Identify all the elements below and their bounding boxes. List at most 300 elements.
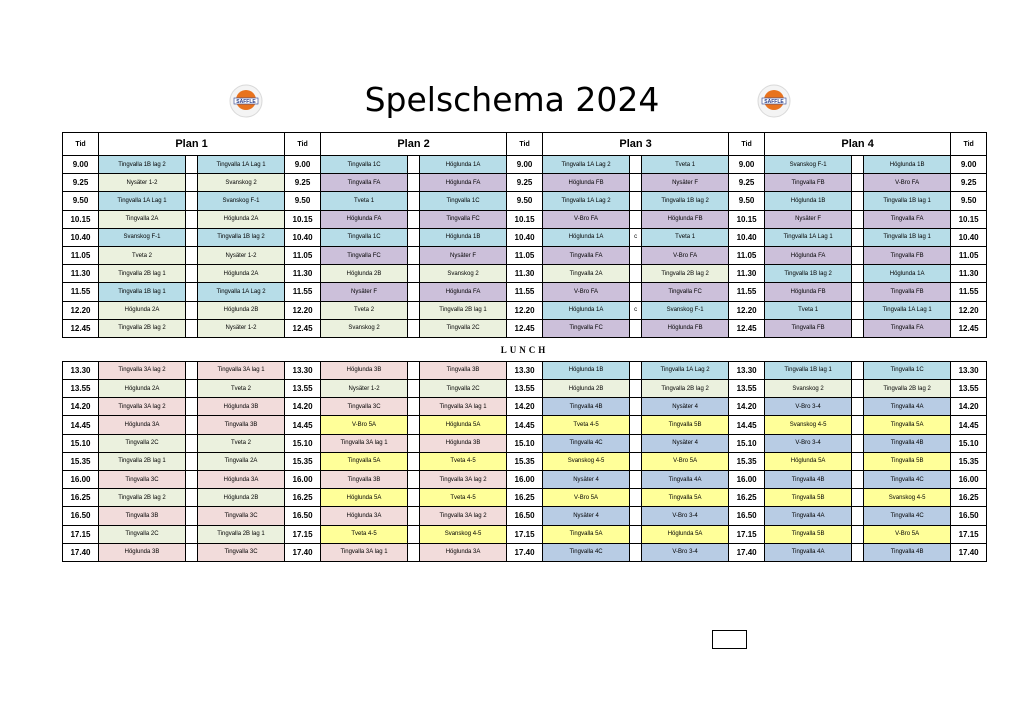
separator-cell <box>408 398 420 416</box>
home-team-cell: Tingvalla FA <box>543 246 630 264</box>
away-team-cell: Tingvalla 2B lag 1 <box>420 301 507 319</box>
away-team-cell: Höglunda 2B <box>198 301 285 319</box>
away-team-cell: Tingvalla 3C <box>198 543 285 561</box>
away-team-cell: Höglunda 3B <box>420 434 507 452</box>
match-row <box>63 543 987 561</box>
separator-cell <box>408 489 420 507</box>
separator-cell <box>630 434 642 452</box>
separator-cell <box>408 301 420 319</box>
away-team-cell: Höglunda 1B <box>420 228 507 246</box>
away-team-cell: Höglunda 5A <box>642 525 729 543</box>
home-team-cell: Tingvalla 4C <box>543 434 630 452</box>
away-team-cell: Höglunda 3B <box>198 398 285 416</box>
home-team-cell: V-Bro 5A <box>543 489 630 507</box>
time-cell: 17.40 <box>507 543 543 561</box>
away-team-cell: Tingvalla 5B <box>642 416 729 434</box>
separator-cell <box>630 507 642 525</box>
away-team-cell: Tingvalla 5A <box>864 416 951 434</box>
time-cell: 14.45 <box>951 416 987 434</box>
home-team-cell: Svanskog 2 <box>321 319 408 337</box>
away-team-cell: Tingvalla 2A <box>198 452 285 470</box>
time-cell: 9.50 <box>507 192 543 210</box>
away-team-cell: V-Bro 5A <box>642 452 729 470</box>
plan-header: Plan 1 <box>99 133 285 156</box>
home-team-cell: Tingvalla 2B lag 2 <box>99 489 186 507</box>
separator-cell <box>852 416 864 434</box>
separator-cell <box>186 301 198 319</box>
time-header: Tid <box>63 133 99 156</box>
separator-cell <box>186 265 198 283</box>
separator-cell <box>408 319 420 337</box>
away-team-cell: Tingvalla FA <box>864 210 951 228</box>
separator-cell <box>630 416 642 434</box>
time-cell: 13.30 <box>507 361 543 379</box>
home-team-cell: Höglunda 1B <box>543 361 630 379</box>
time-cell: 16.25 <box>951 489 987 507</box>
home-team-cell: Tingvalla 4C <box>543 543 630 561</box>
home-team-cell: Tingvalla 1A Lag 1 <box>99 192 186 210</box>
time-cell: 9.00 <box>285 156 321 174</box>
home-team-cell: Tingvalla 4A <box>765 543 852 561</box>
separator-cell <box>630 174 642 192</box>
home-team-cell: V-Bro FA <box>543 210 630 228</box>
away-team-cell: Tingvalla 3A lag 2 <box>420 507 507 525</box>
home-team-cell: Tingvalla 3C <box>321 398 408 416</box>
home-team-cell: Tingvalla 3A lag 1 <box>321 434 408 452</box>
time-cell: 17.15 <box>507 525 543 543</box>
home-team-cell: Svanskog 2 <box>765 380 852 398</box>
schedule-table <box>62 132 987 562</box>
away-team-cell: Höglunda 2B <box>198 489 285 507</box>
separator-cell <box>852 319 864 337</box>
away-team-cell: Nysäter F <box>642 174 729 192</box>
home-team-cell: Nysäter 1-2 <box>99 174 186 192</box>
home-team-cell: Höglunda 1A <box>543 301 630 319</box>
home-team-cell: Tveta 2 <box>321 301 408 319</box>
away-team-cell: Tveta 2 <box>198 434 285 452</box>
time-cell: 11.30 <box>285 265 321 283</box>
time-cell: 13.55 <box>63 380 99 398</box>
time-cell: 10.15 <box>63 210 99 228</box>
home-team-cell: Nysäter F <box>765 210 852 228</box>
home-team-cell: Tingvalla 1B lag 2 <box>99 156 186 174</box>
time-cell: 14.20 <box>507 398 543 416</box>
home-team-cell: Tingvalla 1B lag 2 <box>765 265 852 283</box>
home-team-cell: Höglunda 5A <box>765 452 852 470</box>
separator-cell <box>186 156 198 174</box>
time-cell: 11.05 <box>951 246 987 264</box>
home-team-cell: Höglunda 2A <box>99 380 186 398</box>
time-cell: 11.05 <box>285 246 321 264</box>
home-team-cell: Tingvalla 3B <box>321 471 408 489</box>
away-team-cell: Tingvalla 1B lag 1 <box>864 228 951 246</box>
away-team-cell: V-Bro FA <box>864 174 951 192</box>
time-cell: 13.55 <box>507 380 543 398</box>
match-row <box>63 228 987 246</box>
time-cell: 9.00 <box>729 156 765 174</box>
separator-cell <box>852 246 864 264</box>
away-team-cell: Tveta 2 <box>198 380 285 398</box>
away-team-cell: Tingvalla FC <box>420 210 507 228</box>
home-team-cell: Höglunda FA <box>765 246 852 264</box>
time-cell: 15.35 <box>507 452 543 470</box>
time-cell: 15.35 <box>63 452 99 470</box>
away-team-cell: Tingvalla 3B <box>420 361 507 379</box>
lunch-label: LUNCH <box>500 344 549 355</box>
separator-cell <box>852 434 864 452</box>
time-cell: 14.20 <box>729 398 765 416</box>
away-team-cell: Tingvalla 1B lag 2 <box>198 228 285 246</box>
time-cell: 10.15 <box>285 210 321 228</box>
home-team-cell: Höglunda FB <box>765 283 852 301</box>
home-team-cell: Höglunda 1B <box>765 192 852 210</box>
time-cell: 11.55 <box>63 283 99 301</box>
time-cell: 16.50 <box>285 507 321 525</box>
away-team-cell: Tingvalla 1B lag 1 <box>864 192 951 210</box>
time-cell: 14.20 <box>63 398 99 416</box>
away-team-cell: Höglunda 2A <box>198 210 285 228</box>
away-team-cell: Tingvalla FA <box>864 319 951 337</box>
away-team-cell: Tingvalla 4B <box>864 434 951 452</box>
away-team-cell: Tingvalla FB <box>864 246 951 264</box>
time-cell: 10.40 <box>507 228 543 246</box>
away-team-cell: Tingvalla 1C <box>864 361 951 379</box>
home-team-cell: Nysäter 1-2 <box>321 380 408 398</box>
time-cell: 10.40 <box>951 228 987 246</box>
home-team-cell: Höglunda 2B <box>543 380 630 398</box>
time-cell: 9.00 <box>507 156 543 174</box>
separator-cell <box>630 489 642 507</box>
time-cell: 15.10 <box>63 434 99 452</box>
separator-cell <box>630 452 642 470</box>
separator-cell <box>630 210 642 228</box>
home-team-cell: Tveta 4-5 <box>321 525 408 543</box>
separator-cell <box>630 246 642 264</box>
morning-schedule <box>63 156 987 338</box>
home-team-cell: Tveta 2 <box>99 246 186 264</box>
time-cell: 10.40 <box>63 228 99 246</box>
away-team-cell: Nysäter 4 <box>642 434 729 452</box>
home-team-cell: Tingvalla 1A Lag 2 <box>543 192 630 210</box>
match-row <box>63 416 987 434</box>
time-cell: 12.20 <box>507 301 543 319</box>
time-cell: 12.45 <box>507 319 543 337</box>
time-header: Tid <box>729 133 765 156</box>
time-cell: 16.25 <box>63 489 99 507</box>
time-cell: 10.40 <box>729 228 765 246</box>
home-team-cell: Nysäter F <box>321 283 408 301</box>
time-cell: 11.05 <box>63 246 99 264</box>
time-cell: 17.40 <box>285 543 321 561</box>
time-cell: 13.55 <box>729 380 765 398</box>
time-cell: 17.40 <box>951 543 987 561</box>
time-cell: 15.35 <box>285 452 321 470</box>
home-team-cell: Höglunda 3A <box>99 416 186 434</box>
home-team-cell: Tingvalla 4A <box>765 507 852 525</box>
separator-cell <box>408 452 420 470</box>
away-team-cell: Höglunda 2A <box>198 265 285 283</box>
separator-cell <box>630 525 642 543</box>
separator-cell <box>186 210 198 228</box>
away-team-cell: Höglunda 1A <box>420 156 507 174</box>
time-header: Tid <box>507 133 543 156</box>
time-cell: 14.45 <box>63 416 99 434</box>
match-row <box>63 283 987 301</box>
home-team-cell: Höglunda 3B <box>99 543 186 561</box>
plan-header: Plan 3 <box>543 133 729 156</box>
separator-cell <box>852 265 864 283</box>
time-cell: 10.40 <box>285 228 321 246</box>
home-team-cell: Tveta 1 <box>321 192 408 210</box>
separator-cell <box>408 228 420 246</box>
time-cell: 12.45 <box>729 319 765 337</box>
separator-cell <box>852 301 864 319</box>
away-team-cell: Höglunda FA <box>420 283 507 301</box>
time-cell: 10.15 <box>729 210 765 228</box>
home-team-cell: Tingvalla 2B lag 2 <box>99 319 186 337</box>
away-team-cell: Tingvalla 1A Lag 1 <box>864 301 951 319</box>
away-team-cell: Tveta 4-5 <box>420 489 507 507</box>
separator-cell <box>630 361 642 379</box>
home-team-cell: Tingvalla 1B lag 1 <box>99 283 186 301</box>
time-cell: 13.30 <box>729 361 765 379</box>
separator-cell <box>186 319 198 337</box>
separator-cell <box>852 489 864 507</box>
time-cell: 13.30 <box>285 361 321 379</box>
home-team-cell: Höglunda 5A <box>321 489 408 507</box>
time-cell: 17.15 <box>951 525 987 543</box>
separator-cell <box>186 380 198 398</box>
time-cell: 10.15 <box>507 210 543 228</box>
separator-cell <box>186 246 198 264</box>
away-team-cell: Tingvalla 2C <box>420 319 507 337</box>
away-team-cell: Svanskog F-1 <box>642 301 729 319</box>
match-row <box>63 319 987 337</box>
match-row <box>63 174 987 192</box>
match-row <box>63 434 987 452</box>
away-team-cell: Tingvalla 3A lag 1 <box>420 398 507 416</box>
separator-cell <box>186 525 198 543</box>
separator-cell <box>852 174 864 192</box>
separator-cell <box>630 283 642 301</box>
away-team-cell: V-Bro 3-4 <box>642 543 729 561</box>
time-cell: 16.25 <box>285 489 321 507</box>
separator-cell: c <box>630 301 642 319</box>
time-cell: 11.30 <box>63 265 99 283</box>
home-team-cell: V-Bro 5A <box>321 416 408 434</box>
home-team-cell: Tingvalla 2A <box>99 210 186 228</box>
match-row <box>63 507 987 525</box>
away-team-cell: V-Bro 5A <box>864 525 951 543</box>
separator-cell <box>186 283 198 301</box>
separator-cell <box>186 192 198 210</box>
away-team-cell: V-Bro FA <box>642 246 729 264</box>
separator-cell <box>186 416 198 434</box>
time-cell: 13.55 <box>951 380 987 398</box>
home-team-cell: Tingvalla FC <box>321 246 408 264</box>
away-team-cell: Svanskog F-1 <box>198 192 285 210</box>
home-team-cell: Tingvalla 1C <box>321 228 408 246</box>
separator-cell <box>408 434 420 452</box>
time-cell: 12.20 <box>285 301 321 319</box>
home-team-cell: Tingvalla FA <box>321 174 408 192</box>
time-cell: 16.00 <box>951 471 987 489</box>
home-team-cell: Tingvalla 3A lag 1 <box>321 543 408 561</box>
time-cell: 14.45 <box>729 416 765 434</box>
away-team-cell: Tingvalla 2B lag 2 <box>864 380 951 398</box>
home-team-cell: Tingvalla 2A <box>543 265 630 283</box>
away-team-cell: Höglunda 3A <box>420 543 507 561</box>
time-cell: 16.50 <box>507 507 543 525</box>
away-team-cell: Tingvalla 5B <box>864 452 951 470</box>
separator-cell <box>186 398 198 416</box>
time-cell: 13.30 <box>951 361 987 379</box>
home-team-cell: Tingvalla 5A <box>543 525 630 543</box>
lunch-section <box>63 337 987 361</box>
time-cell: 17.15 <box>63 525 99 543</box>
time-cell: 11.30 <box>729 265 765 283</box>
home-team-cell: Tingvalla 4B <box>543 398 630 416</box>
home-team-cell: Tingvalla 2B lag 1 <box>99 265 186 283</box>
home-team-cell: Tingvalla 2B lag 1 <box>99 452 186 470</box>
separator-cell <box>852 156 864 174</box>
match-row <box>63 525 987 543</box>
match-row <box>63 246 987 264</box>
away-team-cell: Tingvalla 3B <box>198 416 285 434</box>
separator-cell <box>408 265 420 283</box>
away-team-cell: Tingvalla 4A <box>864 398 951 416</box>
away-team-cell: Höglunda FB <box>642 319 729 337</box>
separator-cell <box>186 452 198 470</box>
away-team-cell: Tingvalla 4A <box>642 471 729 489</box>
away-team-cell: Tingvalla 3C <box>198 507 285 525</box>
home-team-cell: Höglunda 3B <box>321 361 408 379</box>
time-cell: 17.15 <box>285 525 321 543</box>
separator-cell <box>852 525 864 543</box>
time-cell: 12.45 <box>951 319 987 337</box>
away-team-cell: Höglunda FB <box>642 210 729 228</box>
separator-cell <box>630 543 642 561</box>
separator-cell <box>186 489 198 507</box>
time-cell: 11.55 <box>951 283 987 301</box>
time-cell: 15.10 <box>729 434 765 452</box>
away-team-cell: Svanskog 4-5 <box>864 489 951 507</box>
separator-cell <box>630 265 642 283</box>
home-team-cell: Höglunda 1A <box>543 228 630 246</box>
plan-header: Plan 4 <box>765 133 951 156</box>
time-cell: 10.15 <box>951 210 987 228</box>
home-team-cell: Höglunda 2B <box>321 265 408 283</box>
home-team-cell: Tingvalla 2C <box>99 525 186 543</box>
separator-cell <box>408 525 420 543</box>
separator-cell <box>630 319 642 337</box>
away-team-cell: Nysäter 1-2 <box>198 319 285 337</box>
time-cell: 13.55 <box>285 380 321 398</box>
away-team-cell: Tingvalla 1A Lag 1 <box>198 156 285 174</box>
home-team-cell: Tingvalla FB <box>765 174 852 192</box>
home-team-cell: V-Bro 3-4 <box>765 398 852 416</box>
separator-cell <box>186 228 198 246</box>
time-cell: 16.50 <box>63 507 99 525</box>
svg-text:SÄFFLE: SÄFFLE <box>764 99 784 105</box>
home-team-cell: Svanskog F-1 <box>99 228 186 246</box>
time-cell: 11.05 <box>507 246 543 264</box>
away-team-cell: Nysäter F <box>420 246 507 264</box>
page-title: Spelschema 2024 <box>364 80 660 119</box>
time-cell: 16.00 <box>507 471 543 489</box>
home-team-cell: Höglunda FB <box>543 174 630 192</box>
match-row <box>63 265 987 283</box>
away-team-cell: Svanskog 4-5 <box>420 525 507 543</box>
time-cell: 9.25 <box>951 174 987 192</box>
separator-cell <box>852 361 864 379</box>
time-cell: 14.20 <box>951 398 987 416</box>
time-cell: 14.45 <box>285 416 321 434</box>
away-team-cell: Nysäter 4 <box>642 398 729 416</box>
match-row <box>63 361 987 379</box>
separator-cell <box>186 434 198 452</box>
match-row <box>63 489 987 507</box>
separator-cell <box>186 507 198 525</box>
time-cell: 12.20 <box>63 301 99 319</box>
home-team-cell: Tingvalla 2C <box>99 434 186 452</box>
empty-box <box>712 630 747 649</box>
home-team-cell: Tingvalla 3A lag 2 <box>99 398 186 416</box>
home-team-cell: Svanskog F-1 <box>765 156 852 174</box>
separator-cell <box>852 452 864 470</box>
away-team-cell: Höglunda 3A <box>198 471 285 489</box>
time-cell: 9.25 <box>63 174 99 192</box>
separator-cell <box>852 192 864 210</box>
away-team-cell: Tingvalla FC <box>642 283 729 301</box>
time-cell: 11.05 <box>729 246 765 264</box>
time-cell: 11.55 <box>507 283 543 301</box>
separator-cell <box>186 361 198 379</box>
away-team-cell: Tveta 1 <box>642 228 729 246</box>
match-row <box>63 452 987 470</box>
time-header: Tid <box>951 133 987 156</box>
separator-cell <box>186 174 198 192</box>
separator-cell <box>408 174 420 192</box>
home-team-cell: Nysäter 4 <box>543 507 630 525</box>
saffle-logo-left <box>229 84 263 118</box>
home-team-cell: Svanskog 4-5 <box>765 416 852 434</box>
home-team-cell: Tingvalla 5B <box>765 525 852 543</box>
separator-cell <box>186 471 198 489</box>
away-team-cell: Höglunda 1B <box>864 156 951 174</box>
home-team-cell: Höglunda 3A <box>321 507 408 525</box>
home-team-cell: Tingvalla 4B <box>765 471 852 489</box>
home-team-cell: Tingvalla FB <box>765 319 852 337</box>
separator-cell <box>408 361 420 379</box>
away-team-cell: Tingvalla 3A lag 2 <box>420 471 507 489</box>
away-team-cell: Tingvalla 5A <box>642 489 729 507</box>
separator-cell <box>852 283 864 301</box>
separator-cell <box>630 471 642 489</box>
separator-cell <box>408 156 420 174</box>
saffle-logo-right <box>757 84 791 118</box>
time-cell: 14.20 <box>285 398 321 416</box>
away-team-cell: Tingvalla FB <box>864 283 951 301</box>
match-row <box>63 398 987 416</box>
separator-cell <box>408 416 420 434</box>
home-team-cell: Tingvalla 1A Lag 2 <box>543 156 630 174</box>
separator-cell <box>186 543 198 561</box>
time-cell: 15.35 <box>951 452 987 470</box>
time-header: Tid <box>285 133 321 156</box>
separator-cell <box>408 507 420 525</box>
match-row <box>63 210 987 228</box>
